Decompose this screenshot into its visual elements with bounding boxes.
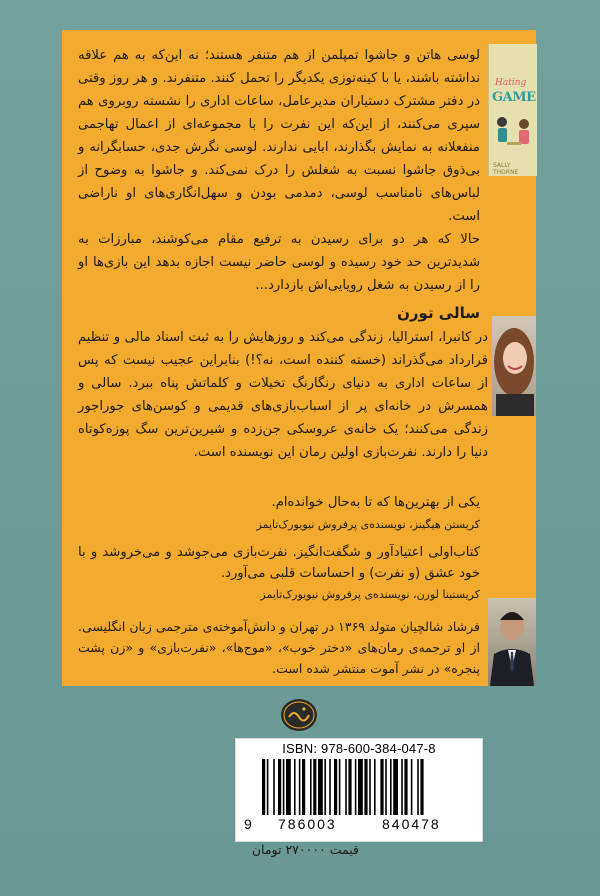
- barcode-bar: [286, 759, 291, 815]
- quote-author: کریستینا لورن، نویسنده‌ی پرفروش نیویورک‌تایمز: [260, 588, 480, 601]
- quote-text: کتاب‌اولی اعتیادآور و شگفت‌انگیز. نفرت‌بازی می‌جوشد و می‌خروشد و با خود عشق (و نفرت) و احساسات قلبی می‌آورد.: [78, 545, 480, 581]
- price-value: ۲۷۰۰۰۰: [285, 842, 326, 857]
- barcode-bar: [404, 759, 407, 815]
- barcode-bar: [420, 759, 423, 815]
- review-quote-1: [78, 492, 480, 536]
- price-label: قیمت: [329, 842, 359, 857]
- barcode-bar: [273, 759, 275, 815]
- barcode-digits-right: 840478: [382, 816, 441, 832]
- barcode-bar: [334, 759, 337, 815]
- quote-text: یکی از بهترین‌ها که تا به‌حال خوانده‌ام.: [271, 495, 480, 510]
- barcode-bar: [283, 759, 285, 815]
- barcode-bar: [374, 759, 376, 815]
- quote-author: کریستن هیگینز، نویسنده‌ی پرفروش نیویورک‌تایمز: [256, 518, 480, 531]
- barcode-bar: [313, 759, 316, 815]
- barcode-bar: [390, 759, 392, 815]
- barcode-bar: [324, 759, 326, 815]
- author-portrait-icon: [492, 316, 536, 416]
- author-photo: [492, 316, 536, 416]
- barcode-bar: [417, 759, 419, 815]
- translator-portrait-icon: [488, 598, 536, 686]
- blurb-paragraph-2: حالا که هر دو برای رسیدن به ترفیع مقام می‌کوشند، مبارزات به شدیدترین حد خود رسیده و لوسی حاضر نیست اجازه بدهد این بازی‌ها او را از رسیدن به شغل رویایی‌اش بازدارد...: [78, 232, 480, 293]
- barcode-bar: [411, 759, 413, 815]
- barcode-bar: [278, 759, 281, 815]
- barcode-bar: [355, 759, 357, 815]
- barcode-bar: [318, 759, 323, 815]
- barcode-bars: [262, 759, 474, 815]
- price-currency: تومان: [251, 842, 282, 857]
- publisher-logo: [280, 697, 318, 733]
- barcode-digits-left: 786003: [278, 816, 337, 832]
- cover-author: SALLY THORNE: [493, 162, 519, 176]
- barcode-bar: [369, 759, 371, 815]
- cover-title-word-1: Hating: [495, 78, 527, 88]
- barcode-digit-first: 9: [244, 816, 252, 832]
- book-cover-thumbnail: [488, 44, 537, 176]
- blurb: [78, 44, 480, 297]
- barcode-bar: [358, 759, 363, 815]
- barcode-bar: [339, 759, 341, 815]
- publisher-logo-icon: [280, 697, 318, 733]
- barcode-bar: [310, 759, 312, 815]
- barcode-label: [235, 738, 483, 842]
- author-bio: در کانبرا، استرالیا، زندگی می‌کند و روزهایش را به ثبت اسناد مالی و تنظیم قرارداد می‌گذراند (خسته کننده است، نه؟!) بنابراین عجیب نیست که پس از ساعات اداری به دنیای رنگارنگ تخیلات و کلماتش پناه ببرد. سالی و همسرش در خانه‌ای پر از اسباب‌بازی‌های قدیمی و کوسن‌های جوراجور زندگی می‌کنند؛ یک خانه‌ی عروسکی جن‌زده و شیرین‌ترین سگ پوزه‌کوتاه دنیا را دارند. نفرت‌بازی اولین رمان این نویسنده است.: [78, 330, 488, 460]
- barcode-bar: [380, 759, 383, 815]
- barcode-bar: [267, 759, 269, 815]
- barcode-bar: [262, 759, 265, 815]
- barcode-bar: [299, 759, 301, 815]
- blurb-paragraph-1: لوسی هاتن و جاشوا تمپلمن از هم متنفر هستند؛ نه این‌که به هم علاقه نداشته باشند، یا با کینه‌توزی یکدیگر را تحمل کنند. متنفرند. و هر روز وقتی در دفتر مشترک دستیاران مدیرعامل، ساعات اداری را نشسته روبروی هم سپری می‌کنند، از این‌که این نفرت را با مجموعه‌ای از اعمال تهاجمی منفعلانه به نمایش بگذارند، ابایی ندارند. لوسی نگرش جدی، حسابگرانه و بی‌ذوق جاشوا نسبت به شغلش را درک نمی‌کند. و جاشوا به وضوح از لباس‌های نامناسب لوسی، دمدمی بودن و سهل‌انگاری‌های او ناراضی است.: [78, 48, 480, 224]
- review-quote-2: [78, 542, 480, 605]
- author-name: سالی تورن: [397, 304, 480, 322]
- barcode-bar: [393, 759, 398, 815]
- isbn-text: ISBN: 978-600-384-047-8: [282, 741, 436, 756]
- cover-title-word-2: GAME: [492, 90, 536, 105]
- barcode-bar: [329, 759, 331, 815]
- translator-photo: [488, 598, 536, 686]
- barcode-bar: [401, 759, 403, 815]
- barcode-bar: [364, 759, 367, 815]
- translator-bio: فرشاد شالچیان متولد ۱۳۶۹ در تهران و دانش‌آموخته‌ی مترجمی زبان انگلیسی. از او ترجمه‌ی رمان‌های «دختر خوب»، «موج‌ها»، «نفرت‌بازی» و «زن پشت پنجره» در نشر آموت منتشر شده است.: [78, 619, 480, 676]
- barcode-bar: [294, 759, 296, 815]
- cover-illustration: [489, 44, 537, 176]
- price: [235, 842, 359, 858]
- barcode-bar: [385, 759, 387, 815]
- barcode-bar: [302, 759, 305, 815]
- barcode-bar: [348, 759, 351, 815]
- barcode-bar: [345, 759, 347, 815]
